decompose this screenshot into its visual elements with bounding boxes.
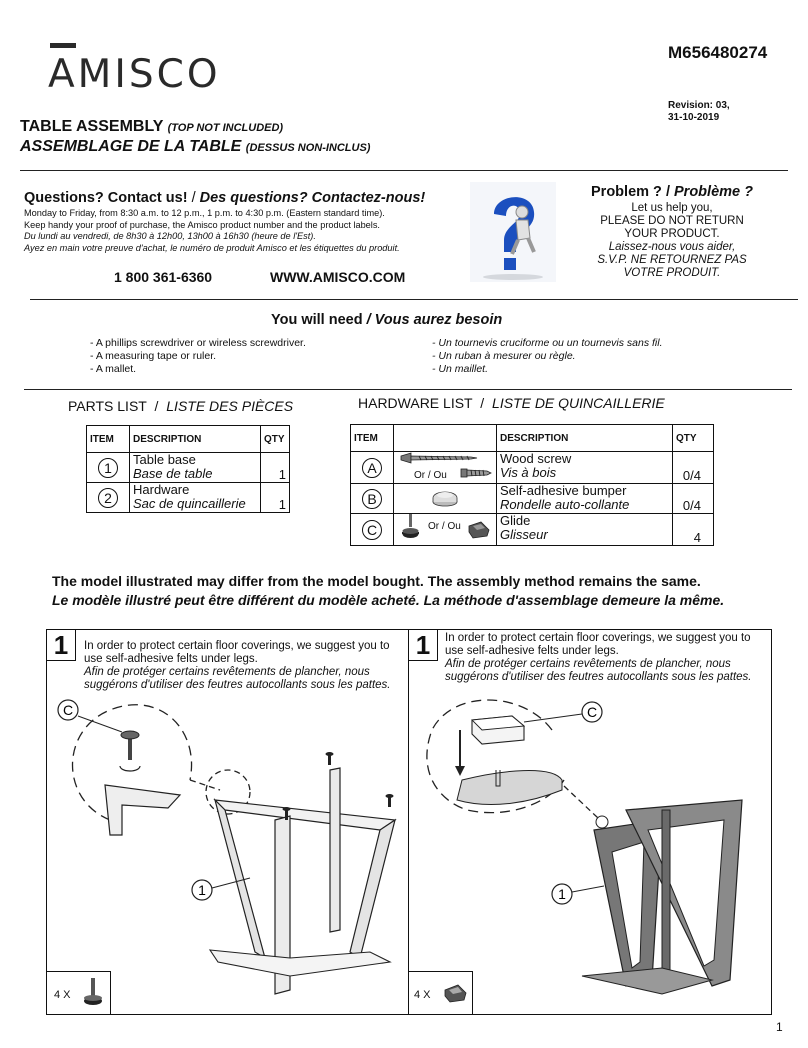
model-notice-fr: Le modèle illustré peut être différent du modèle acheté. La méthode d'assemblage demeure la même. bbox=[52, 592, 725, 608]
tools-list-en bbox=[90, 337, 306, 376]
part-name-en: Hardware bbox=[133, 482, 190, 497]
hardware-name-en: Wood screw bbox=[500, 451, 572, 466]
header-qty: QTY bbox=[261, 426, 290, 453]
problem-heading-en: Problem ? / bbox=[591, 184, 670, 200]
model-notice-en: The model illustrated may differ from the model bought. The assembly method remains the same. bbox=[52, 573, 701, 589]
hardware-name-en: Self-adhesive bumper bbox=[500, 483, 627, 498]
step-1-right-illustration bbox=[412, 690, 768, 1010]
hardware-title-sep: / bbox=[480, 395, 485, 411]
contact-heading-en: Questions? Contact us! bbox=[24, 190, 188, 206]
tool-item: - A mallet. bbox=[90, 363, 137, 375]
quantity-box bbox=[408, 971, 473, 1014]
tools-list-fr bbox=[432, 337, 663, 376]
hardware-title-fr: LISTE DE QUINCAILLERIE bbox=[492, 395, 665, 411]
screw-image-cell bbox=[394, 452, 497, 484]
tool-item: - A measuring tape or ruler. bbox=[90, 350, 217, 362]
parts-table bbox=[86, 425, 290, 513]
title-fr bbox=[20, 138, 370, 156]
contact-line: Keep handy your proof of purchase, the Amisco product number and the product labels. bbox=[24, 219, 380, 230]
item-letter: C bbox=[362, 520, 382, 540]
step-number: 1 bbox=[46, 629, 76, 661]
problem-heading bbox=[572, 186, 772, 199]
contact-block bbox=[24, 190, 454, 254]
parts-title-fr: LISTE DES PIÈCES bbox=[166, 398, 294, 414]
hardware-header-row bbox=[351, 425, 714, 452]
tools-heading-en: You will need bbox=[271, 312, 363, 328]
divider bbox=[24, 389, 792, 390]
parts-title-en: PARTS LIST bbox=[68, 398, 147, 414]
hardware-qty: 0/4 bbox=[673, 452, 714, 484]
brand-logo bbox=[48, 40, 221, 97]
problem-heading-fr: Problème ? bbox=[674, 184, 753, 200]
hardware-name-en: Glide bbox=[500, 513, 531, 528]
header-description: DESCRIPTION bbox=[497, 425, 673, 452]
tool-item: - Un maillet. bbox=[432, 363, 489, 375]
glide-image-cell bbox=[394, 514, 497, 546]
phone-number[interactable]: 1 800 361-6360 bbox=[114, 269, 213, 285]
revision-date: 31-10-2019 bbox=[668, 112, 720, 123]
divider bbox=[30, 299, 798, 300]
hardware-qty: 0/4 bbox=[673, 484, 714, 514]
table-row bbox=[351, 484, 714, 514]
quantity-label: 4 X bbox=[414, 989, 431, 1001]
website-link[interactable]: WWW.AMISCO.COM bbox=[270, 269, 406, 285]
part-qty: 1 bbox=[261, 453, 290, 483]
item-letter: B bbox=[362, 489, 382, 509]
bumper-image-cell bbox=[394, 484, 497, 514]
item-number: 1 bbox=[98, 458, 118, 478]
header-qty: QTY bbox=[673, 425, 714, 452]
problem-line: VOTRE PRODUIT. bbox=[623, 267, 721, 279]
contact-line: Monday to Friday, from 8:30 a.m. to 12 p.m., 1 p.m. to 4:30 p.m. (Eastern standard time). bbox=[24, 208, 385, 218]
logo-bar bbox=[50, 43, 76, 48]
step-instruction-en: In order to protect certain floor coverings, we suggest you to use self-adhesive felts under legs. bbox=[84, 640, 390, 665]
contact-line: Du lundi au vendredi, de 8h30 à 12h00, 13h00 à 16h30 (heure de l'Est). bbox=[24, 231, 316, 241]
parts-header-row bbox=[87, 426, 290, 453]
table-row bbox=[87, 483, 290, 513]
parts-list-title bbox=[68, 398, 293, 414]
part-name-fr: Base de table bbox=[133, 466, 213, 481]
problem-block bbox=[572, 186, 772, 280]
title-en bbox=[20, 118, 283, 136]
brand-name: AMISCO bbox=[48, 52, 221, 97]
step-1-left-illustration bbox=[50, 690, 400, 1010]
table-row bbox=[351, 514, 714, 546]
hardware-table bbox=[350, 424, 714, 546]
header-item: ITEM bbox=[351, 425, 394, 452]
quantity-box bbox=[46, 971, 111, 1014]
problem-line: PLEASE DO NOT RETURN bbox=[600, 215, 744, 227]
problem-line: Let us help you, bbox=[631, 202, 713, 214]
title-fr-note: (DESSUS NON-INCLUS) bbox=[245, 142, 371, 154]
hardware-title-en: HARDWARE LIST bbox=[358, 395, 473, 411]
contact-sep: / bbox=[191, 190, 196, 206]
step-instruction bbox=[445, 632, 760, 684]
title-en-text: TABLE ASSEMBLY bbox=[20, 118, 164, 135]
figure-head bbox=[516, 206, 528, 218]
title-en-note: (TOP NOT INCLUDED) bbox=[167, 122, 284, 134]
tool-item: - Un ruban à mesurer ou règle. bbox=[432, 350, 576, 362]
revision-line-1: Revision: 03, bbox=[668, 100, 730, 111]
hardware-name-fr: Glisseur bbox=[500, 527, 548, 542]
contact-heading bbox=[24, 190, 454, 206]
hardware-qty: 4 bbox=[673, 514, 714, 546]
table-row bbox=[87, 453, 290, 483]
page-number: 1 bbox=[776, 1020, 783, 1034]
glide-icon bbox=[82, 978, 104, 1008]
step-instruction bbox=[84, 640, 394, 692]
header-item: ITEM bbox=[87, 426, 130, 453]
problem-line: Laissez-nous vous aider, bbox=[608, 241, 736, 253]
tool-item: - A phillips screwdriver or wireless screwdriver. bbox=[90, 337, 306, 349]
step-instruction-en: In order to protect certain floor coverings, we suggest you to use self-adhesive felts under legs. bbox=[445, 632, 751, 657]
glide-icon bbox=[442, 980, 468, 1006]
parts-title-sep: / bbox=[154, 398, 159, 414]
header-image bbox=[394, 425, 497, 452]
part-name-fr: Sac de quincaillerie bbox=[133, 496, 246, 511]
or-label: Or / Ou bbox=[414, 470, 447, 481]
contact-line: Ayez en main votre preuve d'achat, le numéro de produit Amisco et les étiquettes du produit. bbox=[24, 242, 400, 253]
step-instruction-fr: Afin de protéger certains revêtements de plancher, nous suggérons d'utiliser des feutres autocollants sous les pattes. bbox=[84, 666, 391, 691]
part-qty: 1 bbox=[261, 483, 290, 513]
title-fr-text: ASSEMBLAGE DE LA TABLE bbox=[20, 138, 242, 155]
callout-part: C bbox=[62, 702, 74, 718]
steps-divider bbox=[408, 630, 409, 1014]
item-letter: A bbox=[362, 458, 382, 478]
help-figure-illustration bbox=[470, 182, 556, 282]
hardware-name-fr: Vis à bois bbox=[500, 465, 557, 480]
step-instruction-fr: Afin de protéger certains revêtements de plancher, nous suggérons d'utiliser des feutres autocollants sous les pattes. bbox=[445, 658, 752, 683]
hardware-list-title bbox=[358, 395, 665, 411]
contact-lines bbox=[24, 208, 454, 254]
tools-heading-fr: / Vous aurez besoin bbox=[366, 312, 503, 328]
quantity-label: 4 X bbox=[54, 989, 71, 1001]
divider bbox=[20, 170, 788, 171]
contact-heading-fr: Des questions? Contactez-nous! bbox=[199, 190, 426, 206]
or-label: Or / Ou bbox=[428, 521, 461, 532]
header-description: DESCRIPTION bbox=[130, 426, 261, 453]
item-number: 2 bbox=[98, 488, 118, 508]
callout-base: 1 bbox=[198, 882, 206, 898]
table-row bbox=[351, 452, 714, 484]
hardware-name-fr: Rondelle auto-collante bbox=[500, 497, 630, 512]
callout-part: C bbox=[586, 704, 598, 720]
callout-base: 1 bbox=[558, 886, 566, 902]
document-code: M656480274 bbox=[668, 43, 768, 62]
bumper-icon bbox=[430, 486, 460, 508]
part-name-en: Table base bbox=[133, 452, 196, 467]
step-number: 1 bbox=[408, 629, 438, 661]
problem-line: S.V.P. NE RETOURNEZ PAS bbox=[597, 254, 747, 266]
problem-line: YOUR PRODUCT. bbox=[624, 228, 720, 240]
tools-heading bbox=[271, 312, 502, 328]
revision bbox=[668, 100, 730, 124]
tool-item: - Un tournevis cruciforme ou un tournevis sans fil. bbox=[432, 337, 663, 349]
